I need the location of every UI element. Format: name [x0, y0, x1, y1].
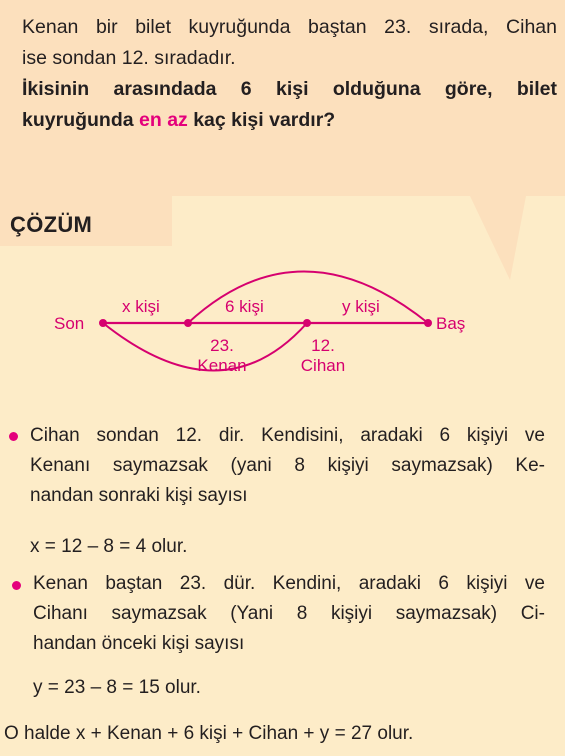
- point-1-line-1: Cihan sondan 12. dir. Kendisini, aradaki 6 kişiyi ve: [30, 425, 545, 446]
- label-6-kisi: 6 kişi: [225, 297, 264, 316]
- label-bas: Baş: [436, 314, 466, 333]
- label-kenan-name: Kenan: [197, 356, 247, 375]
- label-cihan: [291, 336, 355, 376]
- point-1-text: [30, 421, 545, 511]
- label-kenan: [190, 336, 254, 376]
- point-1-equation: x = 12 – 8 = 4 olur.: [30, 536, 188, 557]
- question-highlight: en az: [139, 109, 188, 131]
- bullet-1: [9, 432, 18, 441]
- label-son: Son: [54, 314, 85, 333]
- cihan-point: [303, 319, 311, 327]
- upper-arc: [188, 272, 428, 324]
- label-kenan-number: 23.: [210, 336, 234, 355]
- question-line-1: Kenan bir bilet kuyruğunda baştan 23. sırada, Cihan: [22, 16, 557, 38]
- question-line-4-start: kuyruğunda: [22, 109, 140, 131]
- label-cihan-name: Cihan: [300, 356, 346, 375]
- label-y-kisi: y kişi: [342, 297, 380, 316]
- point-1-line-2: Kenanı saymazsak (yani 8 kişiyi saymazsak) Ke-: [30, 455, 545, 476]
- solution-title: ÇÖZÜM: [10, 212, 93, 237]
- point-2-text: [33, 569, 545, 659]
- point-2-line-1: Kenan baştan 23. dür. Kendini, aradaki 6 kişiyi ve: [33, 573, 545, 594]
- question-line-4-end: kaç kişi vardır?: [187, 109, 336, 131]
- point-2-line-3: handan önceki kişi sayısı: [33, 633, 245, 654]
- son-point: [99, 319, 107, 327]
- bullet-2: [12, 581, 21, 590]
- point-2-line-2: Cihanı saymazsak (Yani 8 kişiyi saymazsak) Ci-: [33, 603, 545, 624]
- kenan-point: [184, 319, 192, 327]
- label-x-kisi: x kişi: [122, 297, 160, 316]
- label-cihan-number: 12.: [311, 336, 335, 355]
- conclusion: O halde x + Kenan + 6 kişi + Cihan + y = 27 olur.: [4, 723, 414, 744]
- question-line-2: ise sondan 12. sıradadır.: [22, 47, 236, 69]
- question-line-3: İkisinin arasındada 6 kişi olduğuna göre, bilet: [22, 78, 557, 100]
- point-1-line-3: nandan sonraki kişi sayısı: [30, 485, 248, 506]
- point-2-equation: y = 23 – 8 = 15 olur.: [33, 677, 201, 698]
- bas-point: [424, 319, 432, 327]
